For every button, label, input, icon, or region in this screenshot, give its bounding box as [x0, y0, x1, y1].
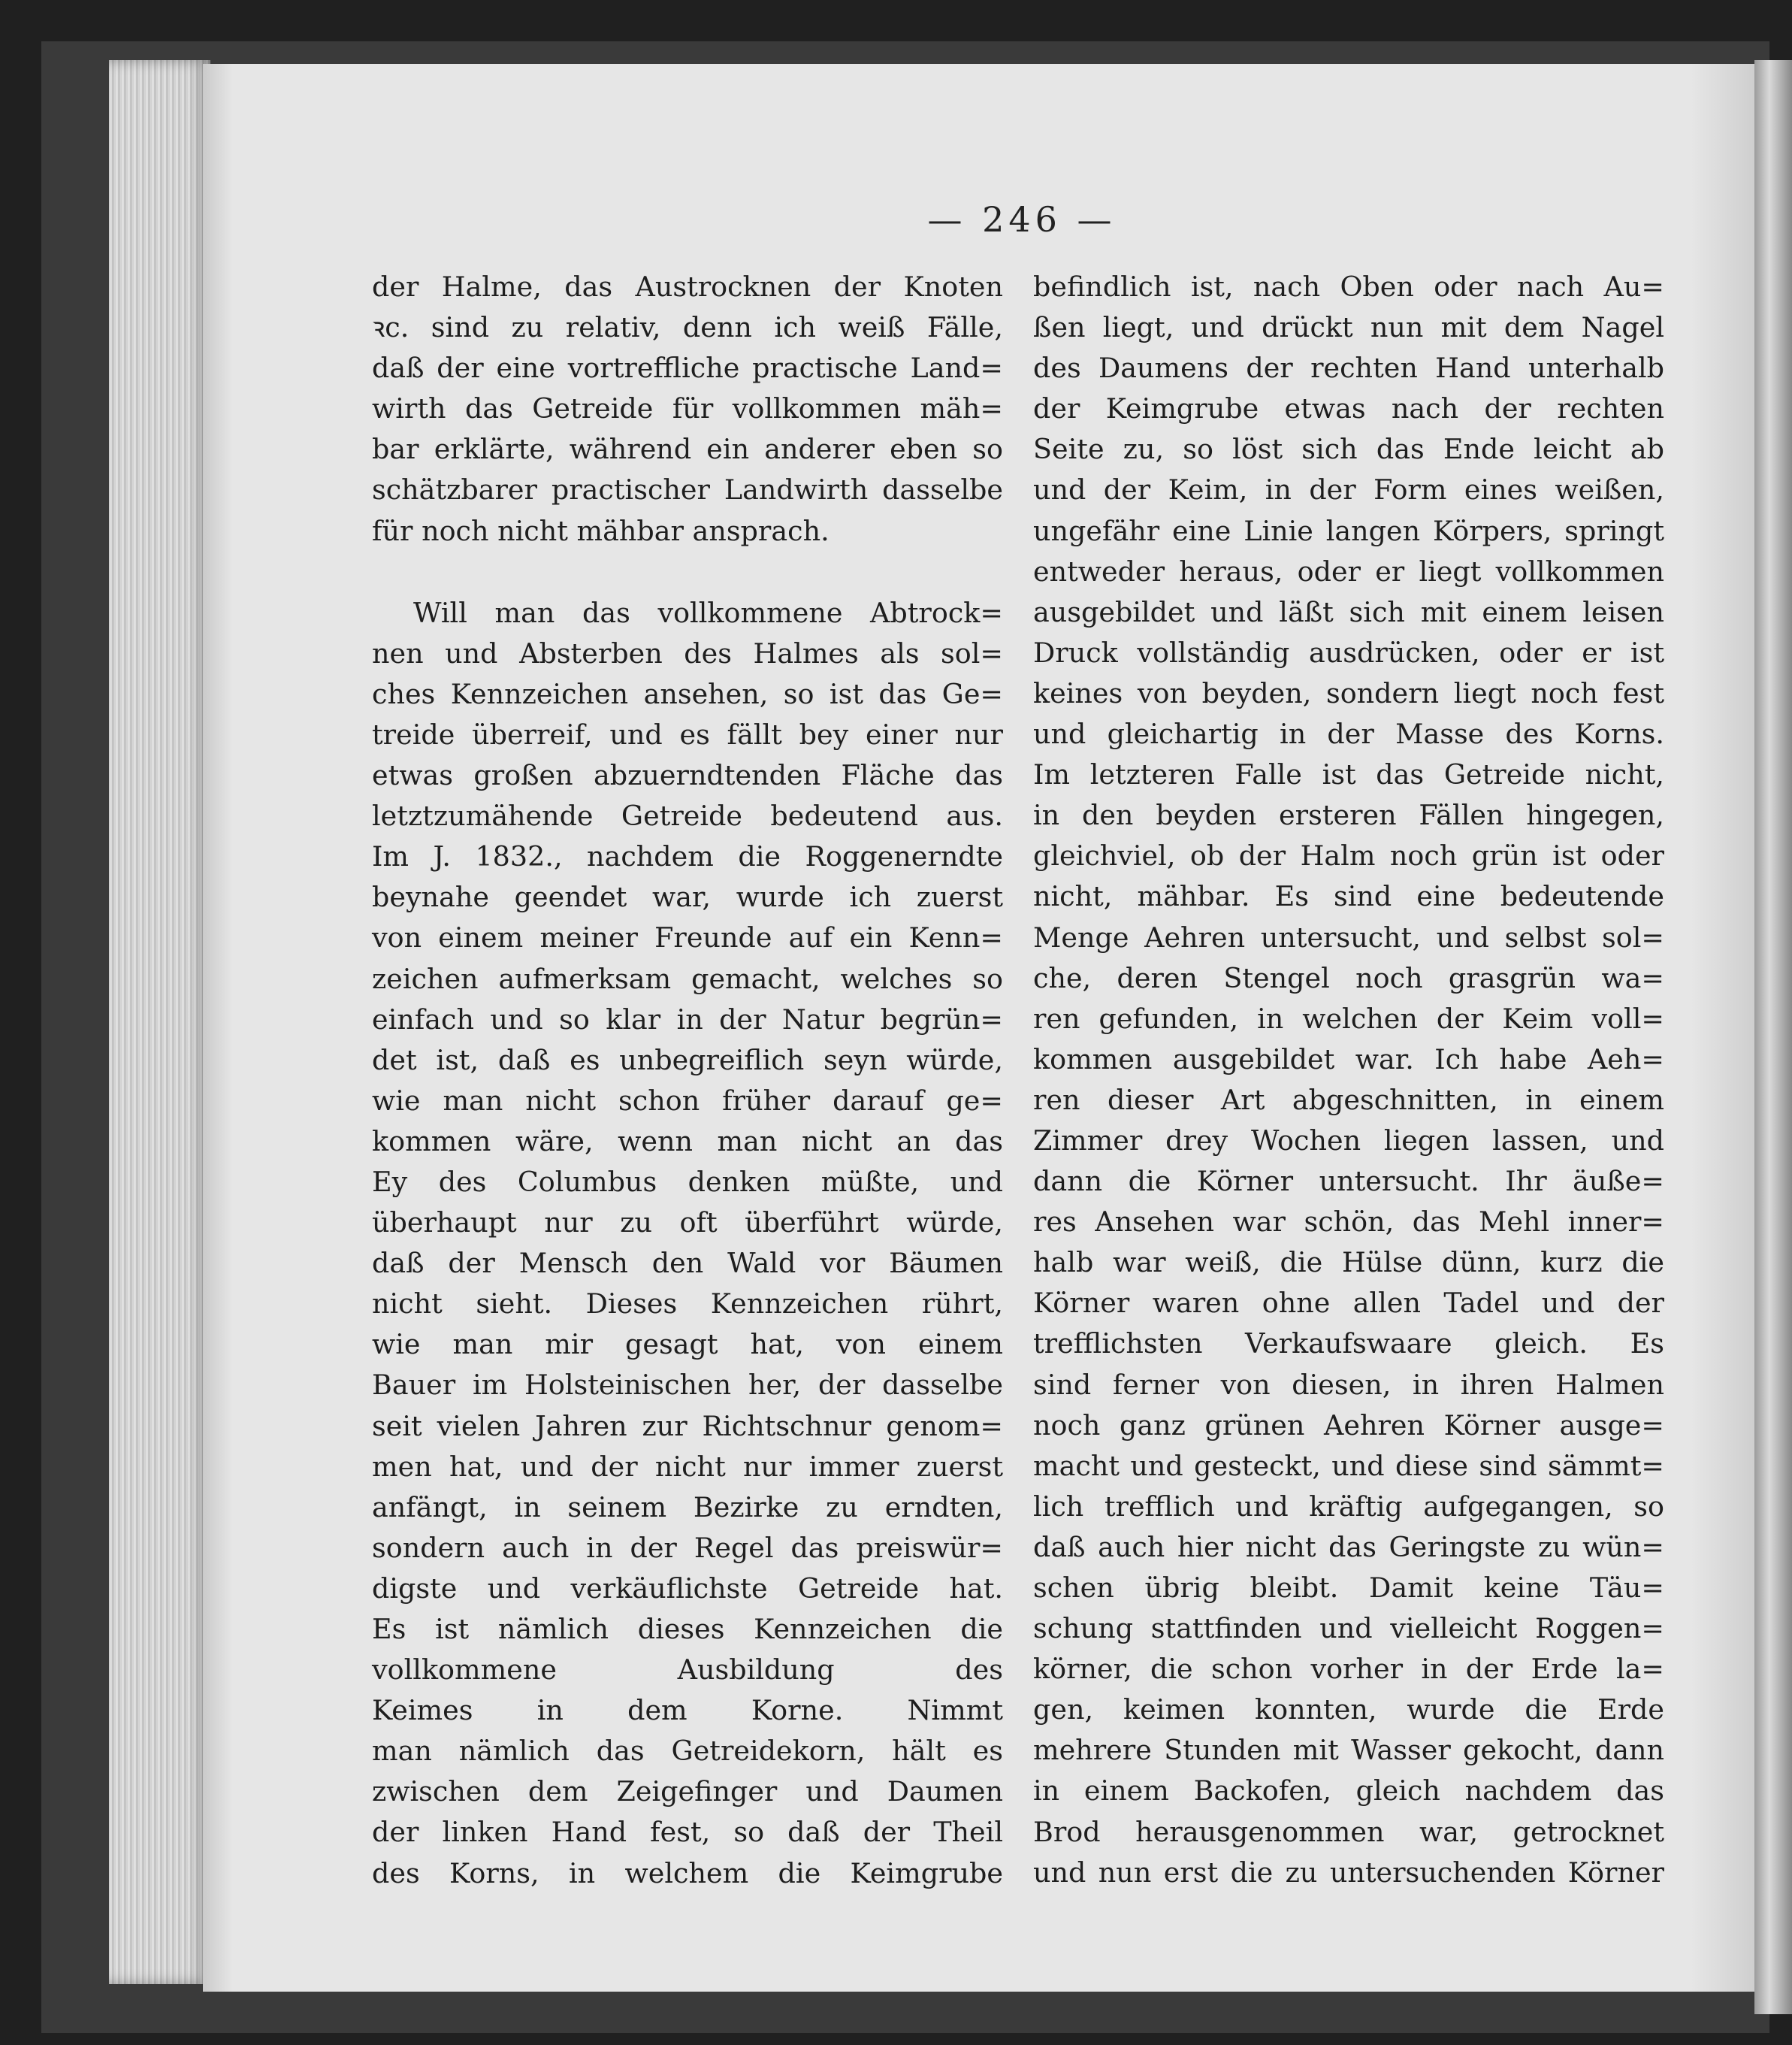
- text-line: kommen wäre, wenn man nicht an das: [372, 1124, 1003, 1157]
- text-line: Zimmer drey Wochen liegen lassen, und: [1033, 1124, 1664, 1157]
- text-line: res Ansehen war schön, das Mehl inner=: [1033, 1206, 1664, 1239]
- text-line: schätzbarer practischer Landwirth dasselbe: [372, 473, 1003, 507]
- text-line: zeichen aufmerksam gemacht, welches so: [372, 962, 1003, 995]
- text-line: beynahe geendet war, wurde ich zuerst: [372, 881, 1003, 914]
- text-line: nen und Absterben des Halmes als sol=: [372, 637, 1003, 670]
- text-line: ren dieser Art abgeschnitten, in einem: [1033, 1083, 1664, 1116]
- text-line: lich trefflich und kräftig aufgegangen, so: [1033, 1490, 1664, 1523]
- text-line: noch ganz grünen Aehren Körner ausge=: [1033, 1408, 1664, 1441]
- text-column-right: [1033, 267, 1664, 1893]
- text-line: befindlich ist, nach Oben oder nach Au=: [1033, 271, 1664, 303]
- text-line: einfach und so klar in der Natur begrün=: [372, 1003, 1003, 1036]
- text-line: keines von beyden, sondern liegt noch fest: [1033, 676, 1664, 709]
- next-page-edge: [1754, 60, 1792, 2014]
- text-column-left: [372, 267, 1003, 1894]
- text-line: gleichviel, ob der Halm noch grün ist oder: [1033, 839, 1664, 873]
- page-number: — 246 —: [927, 199, 1117, 240]
- text-line: daß der eine vortreffliche practische Land=: [372, 352, 1003, 385]
- text-line: entweder heraus, oder er liegt vollkommen: [1033, 555, 1664, 588]
- text-line: letztzumähende Getreide bedeutend aus.: [372, 800, 1003, 833]
- text-line: körner, die schon vorher in der Erde la=: [1033, 1653, 1664, 1686]
- text-line: in den beyden ersteren Fällen hingegen,: [1033, 799, 1664, 832]
- text-line: treide überreif, und es fällt bey einer nur: [372, 718, 1003, 751]
- text-line: anfängt, in seinem Bezirke zu erndten,: [372, 1490, 1003, 1523]
- text-line: dann die Körner untersucht. Ihr äuße=: [1033, 1165, 1664, 1198]
- text-line: Es ist nämlich dieses Kennzeichen die: [372, 1613, 1003, 1645]
- text-line: Keimes in dem Korne. Nimmt: [372, 1694, 1003, 1727]
- text-line: nicht sieht. Dieses Kennzeichen rührt,: [372, 1287, 1003, 1320]
- text-line: ren gefunden, in welchen der Keim voll=: [1033, 1002, 1664, 1035]
- text-line: zwischen dem Zeigefinger und Daumen: [372, 1775, 1003, 1808]
- text-line: Im J. 1832., nachdem die Roggenerndte: [372, 840, 1003, 873]
- text-line: überhaupt nur zu oft überführt würde,: [372, 1206, 1003, 1239]
- text-line: Ey des Columbus denken müßte, und: [372, 1165, 1003, 1198]
- text-line: Körner waren ohne allen Tadel und der: [1033, 1287, 1664, 1320]
- text-line: der linken Hand fest, so daß der Theil: [372, 1816, 1003, 1849]
- text-line: gen, keimen konnten, wurde die Erde: [1033, 1693, 1664, 1726]
- text-line: Menge Aehren untersucht, und selbst sol=: [1033, 921, 1664, 954]
- text-line: der Halme, das Austrocknen der Knoten: [372, 271, 1003, 303]
- paragraph-gap: [372, 552, 1003, 593]
- text-line: macht und gesteckt, und diese sind sämmt=: [1033, 1449, 1664, 1482]
- text-line: man nämlich das Getreidekorn, hält es: [372, 1735, 1003, 1768]
- text-line: des Korns, in welchem die Keimgrube: [372, 1856, 1003, 1889]
- text-line: ꝛc. sind zu relativ, denn ich weiß Fälle,: [372, 311, 1003, 344]
- text-line: des Daumens der rechten Hand unterhalb: [1033, 352, 1664, 385]
- text-line: und der Keim, in der Form eines weißen,: [1033, 473, 1664, 507]
- text-line: Im letzteren Falle ist das Getreide nicht,: [1033, 758, 1664, 791]
- text-line: ausgebildet und läßt sich mit einem leisen: [1033, 595, 1664, 628]
- text-line: der Keimgrube etwas nach der rechten: [1033, 392, 1664, 425]
- text-line: nicht, mähbar. Es sind eine bedeutende: [1033, 880, 1664, 913]
- text-line: mehrere Stunden mit Wasser gekocht, dann: [1033, 1734, 1664, 1767]
- text-line: men hat, und der nicht nur immer zuerst: [372, 1450, 1003, 1483]
- text-line: digste und verkäuflichste Getreide hat.: [372, 1572, 1003, 1605]
- text-line: vollkommene Ausbildung des: [372, 1653, 1003, 1687]
- text-line: und gleichartig in der Masse des Korns.: [1033, 718, 1664, 751]
- text-line: etwas großen abzuerndtenden Fläche das: [372, 759, 1003, 792]
- text-line: Brod herausgenommen war, getrocknet: [1033, 1815, 1664, 1848]
- text-line: bar erklärte, während ein anderer eben so: [372, 433, 1003, 466]
- text-line: kommen ausgebildet war. Ich habe Aeh=: [1033, 1042, 1664, 1075]
- text-line: daß auch hier nicht das Geringste zu wün=: [1033, 1530, 1664, 1563]
- text-line: Bauer im Holsteinischen her, der dasselbe: [372, 1369, 1003, 1402]
- text-line: in einem Backofen, gleich nachdem das: [1033, 1774, 1664, 1808]
- text-line: wie man mir gesagt hat, von einem: [372, 1328, 1003, 1361]
- text-line: sind ferner von diesen, in ihren Halmen: [1033, 1368, 1664, 1401]
- text-line: halb war weiß, die Hülse dünn, kurz die: [1033, 1246, 1664, 1279]
- text-line: che, deren Stengel noch grasgrün wa=: [1033, 961, 1664, 994]
- text-line: det ist, daß es unbegreiflich seyn würde,: [372, 1043, 1003, 1076]
- text-line: sondern auch in der Regel das preiswür=: [372, 1531, 1003, 1564]
- text-line: ches Kennzeichen ansehen, so ist das Ge=: [372, 677, 1003, 710]
- text-line: von einem meiner Freunde auf ein Kenn=: [372, 921, 1003, 954]
- text-line: trefflichsten Verkaufswaare gleich. Es: [1033, 1327, 1664, 1360]
- page-stack-edge: [109, 60, 210, 1984]
- text-line: ungefähr eine Linie langen Körpers, springt: [1033, 514, 1664, 547]
- text-line: wirth das Getreide für vollkommen mäh=: [372, 392, 1003, 425]
- text-line: Seite zu, so löst sich das Ende leicht ab: [1033, 433, 1664, 466]
- text-line: schen übrig bleibt. Damit keine Täu=: [1033, 1572, 1664, 1604]
- text-line: schung stattfinden und vielleicht Roggen=: [1033, 1612, 1664, 1645]
- text-line: Druck vollständig ausdrücken, oder er ist: [1033, 636, 1664, 669]
- text-line: daß der Mensch den Wald vor Bäumen: [372, 1247, 1003, 1280]
- text-line: wie man nicht schon früher darauf ge=: [372, 1084, 1003, 1117]
- text-line: für noch nicht mähbar ansprach.: [372, 514, 830, 547]
- text-line: seit vielen Jahren zur Richtschnur genom=: [372, 1409, 1003, 1442]
- text-line: ßen liegt, und drückt nun mit dem Nagel: [1033, 311, 1664, 344]
- text-line: Will man das vollkommene Abtrock=: [413, 596, 1003, 629]
- text-line: und nun erst die zu untersuchenden Körner: [1033, 1856, 1664, 1889]
